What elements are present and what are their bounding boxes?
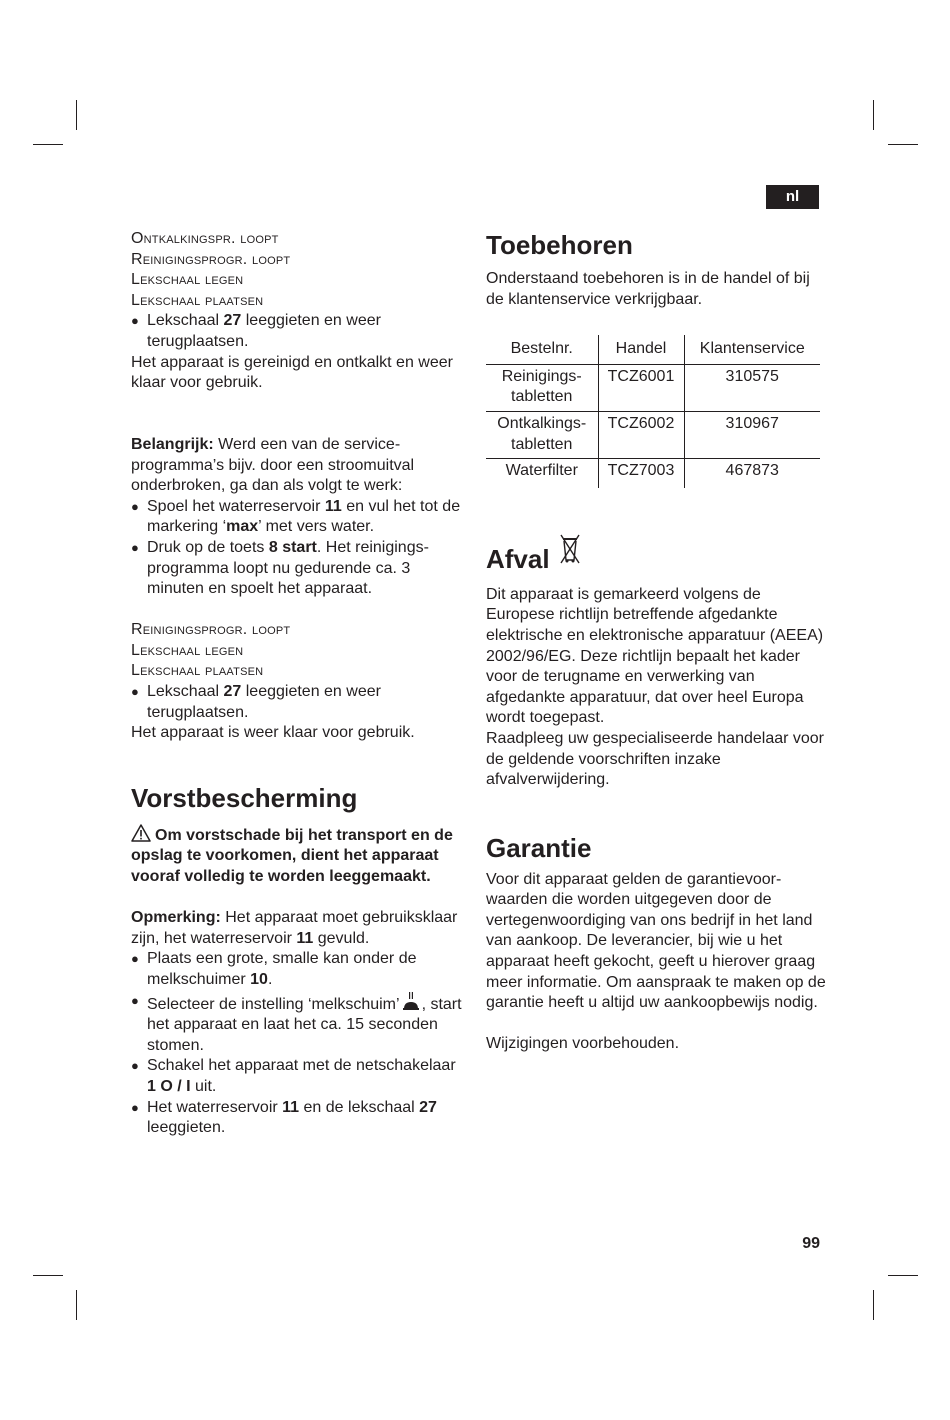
heading-afval: Afval [486, 532, 826, 575]
status-text: Het apparaat is gereinigd en ontkalkt en weer klaar voor gebruik. [131, 353, 453, 392]
page-number: 99 [802, 1235, 820, 1252]
display-message: Ontkalkingspr. loopt [131, 230, 279, 247]
display-message: Reinigingsprogr. loopt [131, 621, 291, 639]
list-item: ● Spoel het waterreservoir 11 en vul het tot de markering ‘max’ met vers water. [131, 497, 466, 538]
display-message: Lekschaal plaatsen [131, 662, 264, 680]
display-message: Reinigingsprogr. loopt [131, 250, 291, 268]
warning-text: Om vorstschade bij het transport en de opslag te voorkomen, dient het apparaat vooraf volledig te worden leeggemaakt. [131, 824, 466, 888]
list-item: ● Selecteer de instelling ‘melkschuim’ , start het apparaat en laat het ca. 15 seconden stomen. [131, 991, 466, 1057]
crop-mark [33, 144, 63, 145]
list-item: ● Lekschaal 27 leeggieten en weer terugplaatsen. [131, 311, 466, 352]
table-cell: TCZ6001 [598, 364, 684, 411]
list-item: ● Schakel het apparaat met de netschakelaar 1 O / I uit. [131, 1056, 466, 1097]
table-cell: Reinigings- tabletten [486, 364, 598, 411]
crossed-bin-icon [559, 532, 581, 566]
disposal-text: Dit apparaat is gemarkeerd volgens de Europese richtlijn betreffende afgedankte elektrische en elektronische apparatuur (AEEA) 2002/96/EG. Deze richtlijn bepaalt het kader voor de terugname en verwerking van afgedankte apparatuur, dat over heel Europa wordt toegepast. [486, 585, 824, 727]
remark-note: Opmerking: Het apparaat moet gebruiksklaar zijn, het waterreservoir 11 gevuld. [131, 909, 458, 947]
table-cell: Waterfilter [486, 459, 598, 488]
table-row [486, 459, 820, 488]
crop-mark [888, 144, 918, 145]
crop-mark [76, 100, 77, 130]
instruction-list [131, 949, 466, 1138]
list-item: ● Lekschaal 27 leeggieten en weer terugplaatsen. [131, 682, 466, 723]
language-tab: nl [766, 185, 819, 209]
accessories-table [486, 335, 820, 488]
crop-mark [76, 1290, 77, 1320]
table-header-row [486, 335, 820, 364]
display-message: Lekschaal legen [131, 641, 244, 659]
table-cell: 467873 [725, 462, 779, 480]
heading-garantie: Garantie [486, 832, 592, 863]
status-text: Het apparaat is weer klaar voor gebruik. [131, 724, 415, 742]
important-note: Belangrijk: Werd een van de serviceprogramma’s bijv. door een stroomuitval onderbroken, ga dan als volgt te werk: [131, 435, 415, 495]
table-cell: TCZ7003 [598, 459, 684, 488]
milk-froth-icon [402, 991, 420, 1011]
heading-toebehoren: Toebehoren [486, 230, 633, 260]
instruction-list [131, 682, 466, 723]
table-cell: Ontkalkings- tabletten [486, 411, 598, 458]
instruction-list [131, 497, 466, 600]
warranty-text: Voor dit apparaat gelden de garantievoorwaarden die worden uitgegeven door de vertegenwoordiging van ons bedrijf in het land van aankoop. De leverancier, bij wie u het apparaat heeft gekocht, geeft u hierover graag meer informatie. Om aanspraak te maken op de garantie heeft u altijd uw aankoopbewijs nodig. [486, 870, 826, 1012]
left-column [131, 229, 466, 1139]
changes-reserved: Wijzigingen voorbehouden. [486, 1035, 680, 1053]
table-cell: 310967 [725, 414, 779, 432]
display-message: Lekschaal plaatsen [131, 291, 264, 309]
table-row [486, 411, 820, 458]
table-cell: 310575 [725, 367, 779, 385]
instruction-list [131, 311, 466, 352]
right-column [486, 229, 826, 1055]
warning-icon [131, 824, 151, 842]
list-item: ● Druk op de toets 8 start. Het reinigingsprogramma loopt nu gedurende ca. 3 minuten en spoelt het apparaat. [131, 538, 466, 600]
accessories-intro: Onderstaand toebehoren is in de handel of bij de klantenservice verkrijgbaar. [486, 270, 810, 308]
display-message: Lekschaal legen [131, 271, 244, 289]
crop-mark [873, 1290, 874, 1320]
heading-vorstbescherming: Vorstbescherming [131, 782, 358, 813]
disposal-text-2: Raadpleeg uw gespecialiseerde handelaar voor de geldende voorschriften inzake afvalverwijdering. [486, 729, 825, 789]
table-row [486, 364, 820, 411]
list-item: ● Plaats een grote, smalle kan onder de melkschuimer 10. [131, 949, 466, 990]
crop-mark [888, 1275, 918, 1276]
crop-mark [873, 100, 874, 130]
list-item: ● Het waterreservoir 11 en de lekschaal 27 leeggieten. [131, 1098, 466, 1139]
table-cell: TCZ6002 [598, 411, 684, 458]
column-header: Klantenservice [699, 340, 805, 358]
column-header: Handel [598, 335, 684, 364]
column-header: Bestelnr. [486, 335, 598, 364]
crop-mark [33, 1275, 63, 1276]
